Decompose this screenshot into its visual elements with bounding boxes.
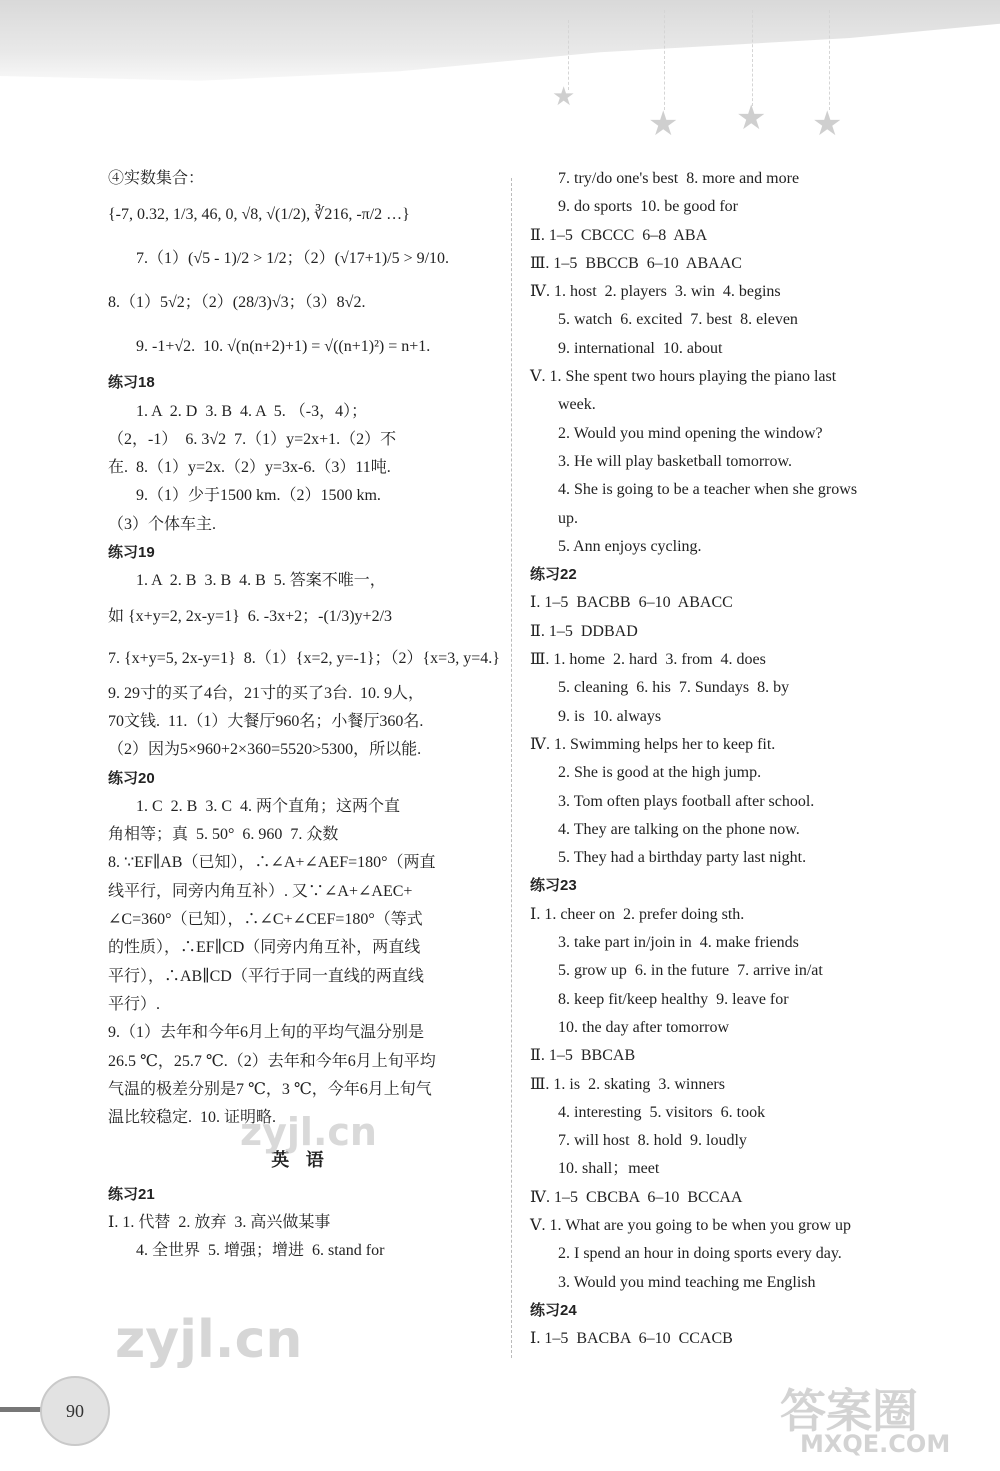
left-column — [108, 165, 500, 1266]
exercise-title: 练习24 — [530, 1301, 577, 1319]
subject-heading: 英 语 — [271, 1150, 330, 1171]
exercise-title: 练习19 — [108, 544, 155, 562]
answer-line: Ⅲ. 1. is 2. skating 3. winners — [530, 1075, 725, 1093]
star-string — [752, 10, 753, 106]
exercise-title: 练习20 — [108, 769, 155, 787]
star-icon: ★ — [736, 100, 767, 137]
answer-line: 8. keep fit/keep healthy 9. leave for — [558, 990, 789, 1008]
answer-line: up. — [558, 509, 578, 527]
answer-line: 4. interesting 5. visitors 6. took — [558, 1103, 766, 1121]
header-banner — [0, 0, 1000, 95]
answer-line: 7. {x+y=5, 2x-y=1} 8.（1）{x=2, y=-1}；（2）{x=3, y=4.} — [108, 649, 500, 667]
watermark-text: zyjl.cn — [240, 1110, 377, 1154]
answer-line: 10. the day after tomorrow — [558, 1018, 730, 1036]
answer-line: （3）个体车主. — [108, 515, 217, 533]
answer-line: Ⅲ. 1. home 2. hard 3. from 4. does — [530, 651, 766, 669]
answer-line: 5. watch 6. excited 7. best 8. eleven — [558, 311, 798, 329]
answer-line: 4. They are talking on the phone now. — [558, 820, 800, 838]
answer-line: 70文钱. 11.（1）大餐厅960名；小餐厅360名. — [108, 712, 424, 730]
page-number: 90 — [40, 1376, 110, 1446]
answer-line: 3. take part in/join in 4. make friends — [558, 934, 799, 952]
answer-line: Ⅱ. 1–5 BBCAB — [530, 1047, 636, 1065]
answer-line: Ⅱ. 1–5 CBCCC 6–8 ABA — [530, 226, 708, 244]
answer-line: 平行），∴AB∥CD（平行于同一直线的两直线 — [108, 967, 424, 985]
answer-line: 在. 8.（1）y=2x.（2）y=3x-6.（3）11吨. — [108, 459, 391, 477]
answer-line: 平行）. — [108, 995, 161, 1013]
answer-line: Ⅳ. 1–5 CBCBA 6–10 BCCAA — [530, 1188, 743, 1206]
answer-line: 角相等；真 5. 50° 6. 960 7. 众数 — [108, 826, 339, 844]
star-string — [568, 20, 569, 90]
answer-line: week. — [558, 396, 596, 414]
answer-line: 8.（1）5√2；（2）(28/3)√3；（3）8√2. — [108, 294, 366, 312]
answer-line: 线平行，同旁内角互补）. 又∵∠A+∠AEC+ — [108, 882, 413, 900]
answer-line: Ⅰ. 1. cheer on 2. prefer doing sth. — [530, 905, 745, 923]
column-divider — [511, 178, 512, 1358]
answer-line: 4. 全世界 5. 增强；增进 6. stand for — [136, 1242, 385, 1260]
answer-line: 1. C 2. B 3. C 4. 两个直角；这两个直 — [136, 797, 401, 815]
watermark-url: MXQE.COM — [800, 1430, 951, 1458]
answer-line: 10. shall；meet — [558, 1160, 660, 1178]
watermark-logo: 答案圈 — [780, 1384, 918, 1438]
answer-line: 26.5 ℃，25.7 ℃.（2）去年和今年6月上旬平均 — [108, 1052, 436, 1070]
right-column — [530, 165, 920, 1353]
answer-line: Ⅴ. 1. What are you going to be when you grow up — [530, 1216, 851, 1234]
answer-line: 8. ∵EF∥AB（已知），∴∠A+∠AEF=180°（两直 — [108, 854, 436, 872]
answer-line: 3. Would you mind teaching me English — [558, 1273, 816, 1291]
answer-line: 9.（1）少于1500 km.（2）1500 km. — [136, 487, 381, 505]
answer-line: 5. They had a birthday party last night. — [558, 849, 807, 867]
answer-line: Ⅰ. 1. 代替 2. 放弃 3. 高兴做某事 — [108, 1214, 331, 1232]
exercise-title: 练习23 — [530, 877, 577, 895]
answer-line: 9.（1）去年和今年6月上旬的平均气温分别是 — [108, 1024, 425, 1042]
answer-line: Ⅳ. 1. Swimming helps her to keep fit. — [530, 735, 776, 753]
answer-line: 2. Would you mind opening the window? — [558, 424, 823, 442]
answer-line: 温比较稳定. 10. 证明略. — [108, 1109, 277, 1127]
answer-line: Ⅳ. 1. host 2. players 3. win 4. begins — [530, 283, 781, 301]
star-icon: ★ — [812, 106, 843, 143]
answer-line: Ⅰ. 1–5 BACBB 6–10 ABACC — [530, 594, 733, 612]
answer-line: 2. She is good at the high jump. — [558, 764, 762, 782]
answer-line: 如 {x+y=2, 2x-y=1} 6. -3x+2；-(1/3)y+2/3 — [108, 607, 393, 625]
answer-line: ∠C=360°（已知），∴∠C+∠CEF=180°（等式 — [108, 911, 423, 929]
answer-line: Ⅰ. 1–5 BACBA 6–10 CCACB — [530, 1330, 733, 1348]
answer-line: 9. 29寸的买了4台，21寸的买了3台. 10. 9人， — [108, 684, 425, 702]
answer-line: ④实数集合： — [108, 170, 205, 187]
answer-line: 7.（1）(√5 - 1)/2 > 1/2；（2）(√17+1)/5 > 9/10. — [136, 250, 450, 268]
watermark-text: zyjl.cn — [115, 1310, 303, 1370]
star-icon: ★ — [648, 106, 679, 143]
star-icon: ★ — [552, 82, 576, 111]
answer-line: 4. She is going to be a teacher when she grows — [558, 481, 858, 499]
answer-line: 2. I spend an hour in doing sports every day. — [558, 1245, 842, 1263]
answer-line: {-7, 0.32, 1/3, 46, 0, √8, √(1/2), ∛216, -π/2 …} — [108, 206, 410, 224]
answer-line: Ⅲ. 1–5 BBCCB 6–10 ABAAC — [530, 254, 742, 272]
exercise-title: 练习18 — [108, 374, 155, 392]
answer-line: 的性质），∴EF∥CD（同旁内角互补，两直线 — [108, 939, 421, 957]
answer-line: 9. is 10. always — [558, 707, 662, 725]
answer-line: 9. do sports 10. be good for — [558, 198, 738, 216]
answer-line: 5. grow up 6. in the future 7. arrive in/at — [558, 962, 823, 980]
exercise-title: 练习21 — [108, 1185, 155, 1203]
star-string — [664, 10, 665, 110]
answer-line: 5. cleaning 6. his 7. Sundays 8. by — [558, 679, 790, 697]
answer-line: 7. will host 8. hold 9. loudly — [558, 1132, 747, 1150]
answer-line: 1. A 2. D 3. B 4. A 5. （-3，4）； — [136, 402, 368, 420]
exercise-title: 练习22 — [530, 566, 577, 584]
answer-line: 9. international 10. about — [558, 339, 723, 357]
answer-line: 3. Tom often plays football after school. — [558, 792, 815, 810]
answer-line: Ⅴ. 1. She spent two hours playing the piano last — [530, 368, 837, 386]
page-number-bar — [0, 1407, 44, 1412]
answer-line: 3. He will play basketball tomorrow. — [558, 452, 793, 470]
answer-line: 7. try/do one's best 8. more and more — [558, 170, 800, 187]
answer-line: Ⅱ. 1–5 DDBAD — [530, 622, 638, 640]
answer-line: 5. Ann enjoys cycling. — [558, 537, 702, 555]
answer-line: 9. -1+√2. 10. √(n(n+2)+1) = √((n+1)²) = n+1. — [136, 338, 431, 356]
answer-line: （2）因为5×960+2×360=5520>5300，所以能. — [108, 741, 422, 759]
answer-line: 1. A 2. B 3. B 4. B 5. 答案不唯一， — [136, 572, 386, 590]
answer-line: 气温的极差分别是7 ℃，3 ℃，今年6月上旬气 — [108, 1080, 432, 1098]
star-string — [829, 10, 830, 110]
answer-line: （2，-1） 6. 3√2 7.（1）y=2x+1.（2）不 — [108, 430, 397, 448]
